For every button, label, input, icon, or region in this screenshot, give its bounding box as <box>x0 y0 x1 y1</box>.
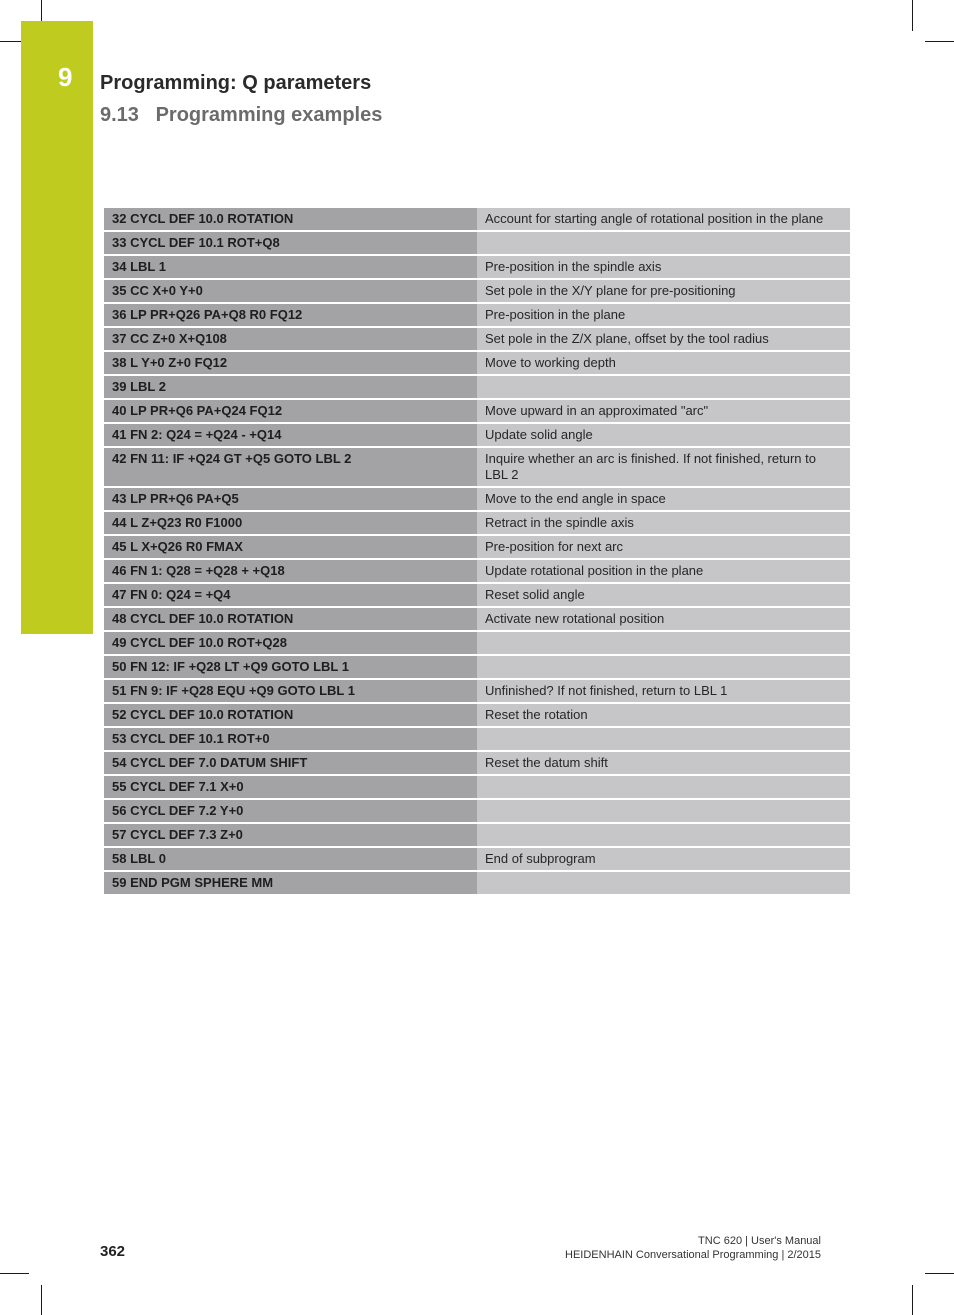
nc-command-cell: 46 FN 1: Q28 = +Q28 + +Q18 <box>104 560 477 582</box>
table-row <box>104 728 850 750</box>
table-row <box>104 304 850 326</box>
table-row <box>104 256 850 278</box>
nc-command-cell: 57 CYCL DEF 7.3 Z+0 <box>104 824 477 846</box>
chapter-number: 9 <box>58 62 73 92</box>
table-row <box>104 536 850 558</box>
nc-command-cell: 38 L Y+0 Z+0 FQ12 <box>104 352 477 374</box>
table-row <box>104 752 850 774</box>
description-cell: Set pole in the Z/X plane, offset by the tool radius <box>477 328 850 350</box>
nc-command-cell: 59 END PGM SPHERE MM <box>104 872 477 894</box>
nc-command-cell: 58 LBL 0 <box>104 848 477 870</box>
description-cell <box>477 632 850 654</box>
description-cell: Pre-position in the spindle axis <box>477 256 850 278</box>
table-row <box>104 488 850 510</box>
description-cell <box>477 872 850 894</box>
description-cell: End of subprogram <box>477 848 850 870</box>
crop-mark-top-left-v <box>41 0 42 21</box>
table-row <box>104 872 850 894</box>
description-cell: Update rotational position in the plane <box>477 560 850 582</box>
table-row <box>104 208 850 230</box>
description-cell: Move to working depth <box>477 352 850 374</box>
footer-edition: HEIDENHAIN Conversational Programming | 2/2015 <box>565 1249 821 1261</box>
description-cell: Retract in the spindle axis <box>477 512 850 534</box>
table-row <box>104 800 850 822</box>
description-cell <box>477 824 850 846</box>
description-cell: Move to the end angle in space <box>477 488 850 510</box>
table-row <box>104 680 850 702</box>
description-cell <box>477 656 850 678</box>
nc-command-cell: 48 CYCL DEF 10.0 ROTATION <box>104 608 477 630</box>
nc-command-cell: 53 CYCL DEF 10.1 ROT+0 <box>104 728 477 750</box>
nc-command-cell: 35 CC X+0 Y+0 <box>104 280 477 302</box>
page-number: 362 <box>100 1243 126 1260</box>
nc-command-cell: 42 FN 11: IF +Q24 GT +Q5 GOTO LBL 2 <box>104 448 477 486</box>
nc-command-cell: 44 L Z+Q23 R0 F1000 <box>104 512 477 534</box>
description-cell: Reset the rotation <box>477 704 850 726</box>
chapter-title: Programming: Q parameters <box>100 72 372 94</box>
description-cell <box>477 776 850 798</box>
nc-command-cell: 37 CC Z+0 X+Q108 <box>104 328 477 350</box>
crop-mark-top-right-h <box>925 41 954 42</box>
description-cell: Account for starting angle of rotational position in the plane <box>477 208 850 230</box>
table-row <box>104 848 850 870</box>
nc-command-cell: 45 L X+Q26 R0 FMAX <box>104 536 477 558</box>
crop-mark-top-right-v <box>912 0 913 31</box>
nc-command-cell: 39 LBL 2 <box>104 376 477 398</box>
nc-command-cell: 33 CYCL DEF 10.1 ROT+Q8 <box>104 232 477 254</box>
description-cell: Pre-position in the plane <box>477 304 850 326</box>
nc-command-cell: 50 FN 12: IF +Q28 LT +Q9 GOTO LBL 1 <box>104 656 477 678</box>
program-table-body <box>104 208 850 894</box>
table-row <box>104 608 850 630</box>
nc-command-cell: 43 LP PR+Q6 PA+Q5 <box>104 488 477 510</box>
description-cell: Move upward in an approximated "arc" <box>477 400 850 422</box>
table-row <box>104 704 850 726</box>
table-row <box>104 776 850 798</box>
table-row <box>104 448 850 486</box>
nc-command-cell: 34 LBL 1 <box>104 256 477 278</box>
section-title: 9.13 Programming examples <box>100 104 383 126</box>
program-table <box>104 206 850 896</box>
nc-command-cell: 55 CYCL DEF 7.1 X+0 <box>104 776 477 798</box>
description-cell: Update solid angle <box>477 424 850 446</box>
table-row <box>104 424 850 446</box>
nc-command-cell: 51 FN 9: IF +Q28 EQU +Q9 GOTO LBL 1 <box>104 680 477 702</box>
crop-mark-bottom-right-v <box>912 1285 913 1315</box>
nc-command-cell: 52 CYCL DEF 10.0 ROTATION <box>104 704 477 726</box>
description-cell: Unfinished? If not finished, return to LBL 1 <box>477 680 850 702</box>
crop-mark-bottom-left-h <box>0 1273 29 1274</box>
table-row <box>104 560 850 582</box>
nc-command-cell: 47 FN 0: Q24 = +Q4 <box>104 584 477 606</box>
table-row <box>104 328 850 350</box>
description-cell <box>477 800 850 822</box>
description-cell: Set pole in the X/Y plane for pre-positioning <box>477 280 850 302</box>
table-row <box>104 376 850 398</box>
description-cell: Activate new rotational position <box>477 608 850 630</box>
table-row <box>104 824 850 846</box>
crop-mark-bottom-left-v <box>41 1285 42 1315</box>
nc-command-cell: 36 LP PR+Q26 PA+Q8 R0 FQ12 <box>104 304 477 326</box>
nc-command-cell: 32 CYCL DEF 10.0 ROTATION <box>104 208 477 230</box>
nc-command-cell: 49 CYCL DEF 10.0 ROT+Q28 <box>104 632 477 654</box>
table-row <box>104 232 850 254</box>
table-row <box>104 584 850 606</box>
description-cell: Reset the datum shift <box>477 752 850 774</box>
description-cell: Pre-position for next arc <box>477 536 850 558</box>
table-row <box>104 512 850 534</box>
chapter-tab <box>21 21 93 634</box>
description-cell: Inquire whether an arc is finished. If not finished, return to LBL 2 <box>477 448 850 486</box>
table-row <box>104 280 850 302</box>
crop-mark-bottom-right-h <box>925 1273 954 1274</box>
crop-mark-top-left-h <box>0 41 21 42</box>
table-row <box>104 352 850 374</box>
description-cell <box>477 232 850 254</box>
footer-manual-title: TNC 620 | User's Manual <box>698 1235 821 1247</box>
description-cell: Reset solid angle <box>477 584 850 606</box>
description-cell <box>477 728 850 750</box>
table-row <box>104 656 850 678</box>
nc-command-cell: 41 FN 2: Q24 = +Q24 - +Q14 <box>104 424 477 446</box>
nc-command-cell: 54 CYCL DEF 7.0 DATUM SHIFT <box>104 752 477 774</box>
table-row <box>104 632 850 654</box>
nc-command-cell: 40 LP PR+Q6 PA+Q24 FQ12 <box>104 400 477 422</box>
description-cell <box>477 376 850 398</box>
nc-command-cell: 56 CYCL DEF 7.2 Y+0 <box>104 800 477 822</box>
table-row <box>104 400 850 422</box>
